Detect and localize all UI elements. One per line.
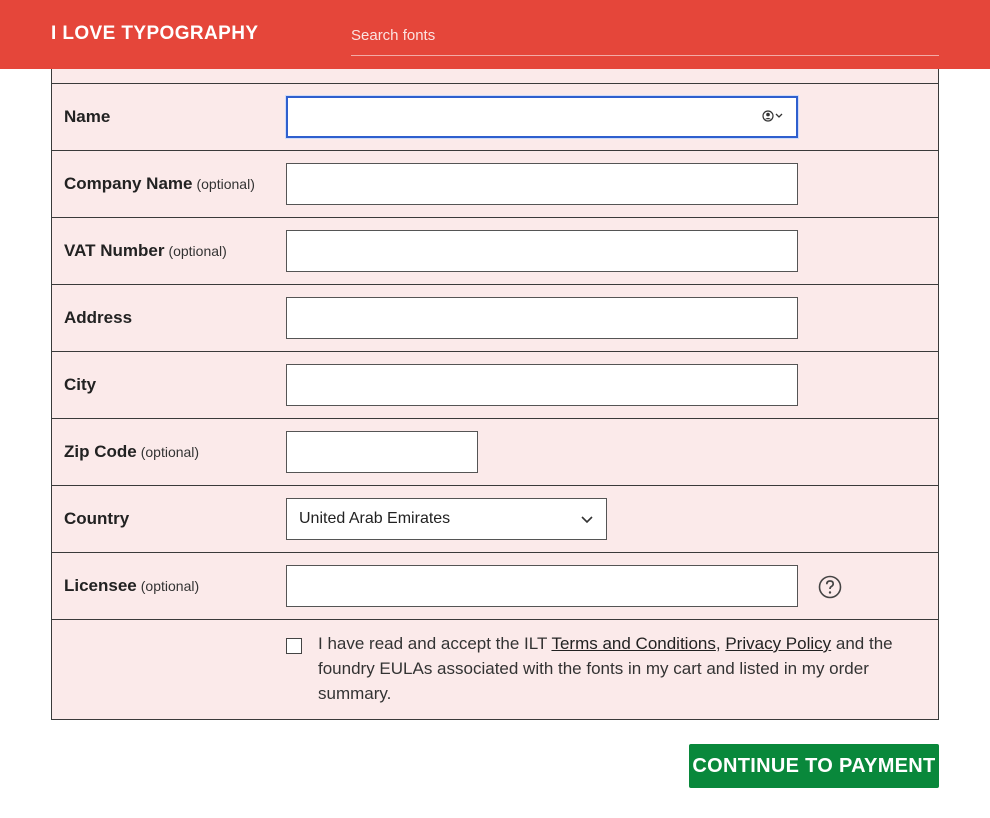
privacy-link[interactable]: Privacy Policy xyxy=(725,634,832,653)
terms-text: I have read and accept the ILT Terms and Conditions, Privacy Policy and the foundry EULAs associated with the fonts in my cart and listed in my order summary. xyxy=(318,634,893,703)
help-icon[interactable] xyxy=(818,575,842,604)
chevron-down-icon xyxy=(580,512,594,531)
vat-field[interactable] xyxy=(286,230,798,272)
company-label: Company Name (optional) xyxy=(64,174,255,193)
company-field[interactable] xyxy=(286,163,798,205)
form-row-vat xyxy=(52,217,938,284)
billing-form xyxy=(51,60,939,720)
vat-label: VAT Number (optional) xyxy=(64,241,227,260)
search-bar[interactable] xyxy=(351,18,939,56)
address-input[interactable] xyxy=(287,298,797,338)
city-label: City xyxy=(64,375,97,394)
country-selected-value: United Arab Emirates xyxy=(299,510,451,527)
licensee-input[interactable] xyxy=(287,566,797,606)
zip-field[interactable] xyxy=(286,431,478,473)
name-input[interactable] xyxy=(288,98,796,136)
form-row-licensee xyxy=(52,552,938,619)
site-logo[interactable]: I LOVE TYPOGRAPHY xyxy=(51,23,259,44)
form-row-address xyxy=(52,284,938,351)
zip-label: Zip Code (optional) xyxy=(64,442,200,461)
country-select[interactable] xyxy=(286,498,607,540)
zip-input[interactable] xyxy=(287,432,477,472)
terms-link[interactable]: Terms and Conditions xyxy=(551,634,716,653)
vat-input[interactable] xyxy=(287,231,797,271)
form-row-zip xyxy=(52,418,938,485)
country-label: Country xyxy=(64,509,130,528)
company-input[interactable] xyxy=(287,164,797,204)
address-field[interactable] xyxy=(286,297,798,339)
form-row-country xyxy=(52,485,938,552)
terms-checkbox[interactable] xyxy=(286,638,302,654)
name-label: Name xyxy=(64,107,111,126)
licensee-label: Licensee (optional) xyxy=(64,576,200,595)
form-row-name xyxy=(52,83,938,150)
continue-to-payment-button[interactable]: CONTINUE TO PAYMENT xyxy=(689,744,939,788)
address-label: Address xyxy=(64,308,133,327)
contact-autofill-icon[interactable] xyxy=(762,110,784,122)
site-header xyxy=(0,0,990,69)
city-field[interactable] xyxy=(286,364,798,406)
form-row-city xyxy=(52,351,938,418)
city-input[interactable] xyxy=(287,365,797,405)
search-input[interactable] xyxy=(351,18,939,52)
licensee-field[interactable] xyxy=(286,565,798,607)
form-row-company xyxy=(52,150,938,217)
name-field[interactable] xyxy=(286,96,798,138)
form-row-terms xyxy=(52,619,938,719)
